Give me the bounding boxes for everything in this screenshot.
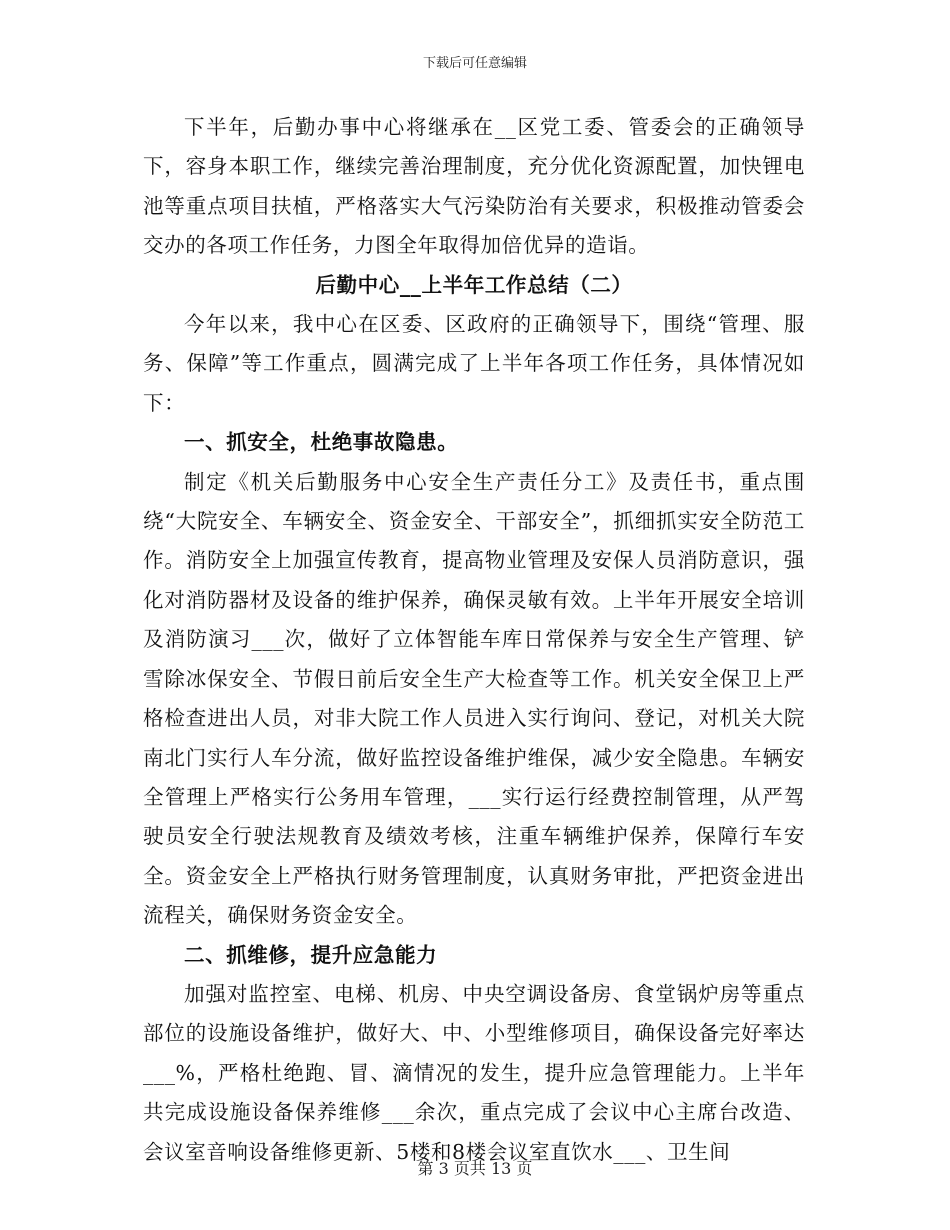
- heading-maintenance: 二、抓维修，提升应急能力: [184, 942, 438, 967]
- paragraph-maintenance: 加强对监控室、电梯、机房、中央空调设备房、食堂锅炉房等重点部位的设施设备维护，做好大、中、小型维修项目，确保设备完好率达___%，严格杜绝跑、冒、滴情况的发生，提升应急管理能力。上半年共完成设施设备保养维修___余次，重点完成了会议中心主席台改造、会议室音响设备维修更新、5楼和8楼会议室直饮水___、卫生间: [143, 981, 805, 1164]
- paragraph-safety: 制定《机关后勤服务中心安全生产责任分工》及责任书，重点围绕“大院安全、车辆安全、资金安全、干部安全”，抓细抓实安全防范工作。消防安全上加强宣传教育，提高物业管理及安保人员消防意识，强化对消防器材及设备的维护保养，确保灵敏有效。上半年开展安全培训及消防演习___次，做好了立体智能车库日常保养与安全生产管理、铲雪除冰保安全、节假日前后安全生产大检查等工作。机关安全保卫上严格检查进出人员，对非大院工作人员进入实行询问、登记，对机关大院南北门实行人车分流，做好监控设备维护维保，减少安全隐患。车辆安全管理上严格实行公务用车管理，___实行运行经费控制管理，从严驾驶员安全行驶法规教育及绩效考核，注重车辆维护保养，保障行车安全。资金安全上严格执行财务管理制度，认真财务审批，严把资金进出流程关，确保财务资金安全。: [143, 469, 805, 928]
- paragraph-intro: 今年以来，我中心在区委、区政府的正确领导下，围绕“管理、服务、保障”等工作重点，圆满完成了上半年各项工作任务，具体情况如下：: [143, 312, 805, 415]
- heading-safety: 一、抓安全，杜绝事故隐患。: [184, 430, 459, 455]
- page-footer: 第 3 页共 13 页: [417, 1159, 533, 1178]
- section-title: 后勤中心__上半年工作总结（二）: [315, 272, 633, 297]
- document-body: [143, 108, 805, 1172]
- paragraph-second-half-plan: 下半年，后勤办事中心将继承在__区党工委、管委会的正确领导下，容身本职工作，继续完善治理制度，充分优化资源配置，加快锂电池等重点项目扶植，严格落实大气污染防治有关要求，积极推动管委会交办的各项工作任务，力图全年取得加倍优异的造诣。: [143, 115, 805, 258]
- page-header: 下载后可任意编辑: [422, 56, 527, 71]
